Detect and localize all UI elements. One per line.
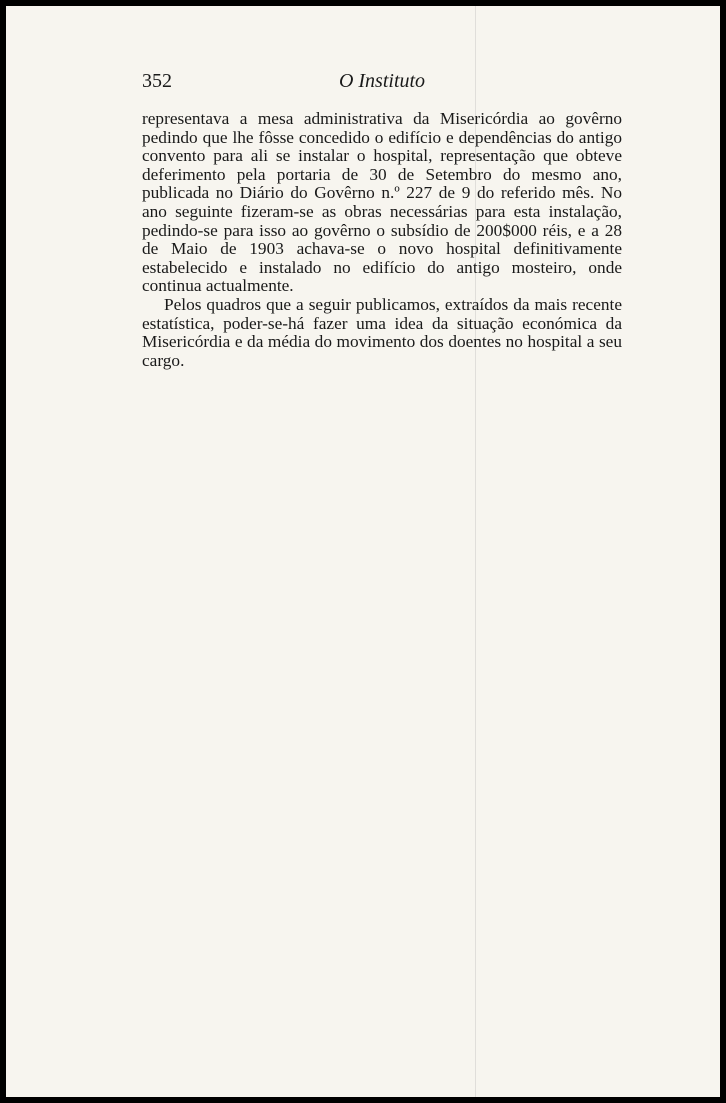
document-page: [6, 6, 720, 1097]
body-text: [142, 110, 622, 370]
running-title: O Instituto: [338, 70, 426, 92]
page-header: [142, 70, 622, 98]
paragraph: representava a mesa administrativa da Misericórdia ao govêrno pedindo que lhe fôsse concedido o edifício e dependências do antigo convento para ali se instalar o hospital, representação que obteve deferimento pela portaria de 30 de Setembro do mesmo ano, publicada no Diário do Govêrno n.º 227 de 9 do referido mês. No ano seguinte fizeram-se as obras necessárias para esta instalação, pedindo-se para isso ao govêrno o subsídio de 200$000 réis, e a 28 de Maio de 1903 achava-se o novo hospital definitivamente estabelecido e instalado no edifício do antigo mosteiro, onde continua actualmente.: [142, 109, 622, 296]
page-number: 352: [142, 70, 172, 92]
paragraph: Pelos quadros que a seguir publicamos, extraídos da mais recente estatística, poder-se-há fazer uma idea da situação económica da Misericórdia e da média do movimento dos doentes no hospital a seu cargo.: [142, 294, 622, 370]
